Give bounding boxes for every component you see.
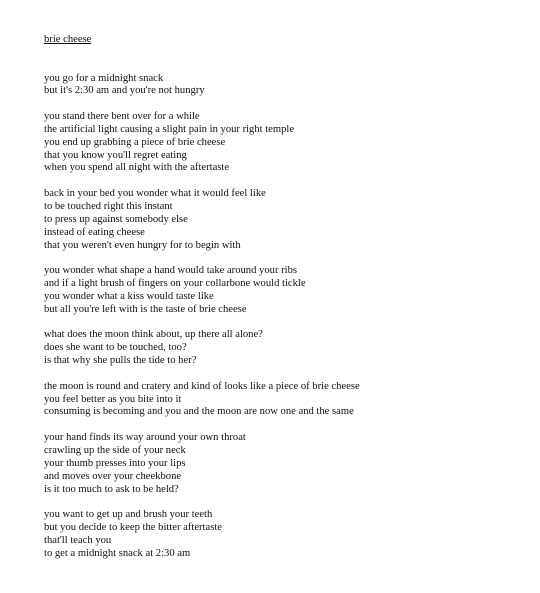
stanza-5: [44, 329, 524, 368]
poem-line: that you know you'll regret eating: [44, 149, 187, 161]
poem-line: to get a midnight snack at 2:30 am: [44, 547, 191, 559]
stanza-4: [44, 265, 524, 316]
poem-line: you wonder what a kiss would taste like: [44, 290, 214, 302]
poem-line: but you decide to keep the bitter aftertaste: [44, 522, 222, 534]
poem-line: your hand finds its way around your own throat: [44, 432, 246, 444]
poem-line: you feel better as you bite into it: [44, 393, 182, 405]
stanza-3: [44, 188, 524, 252]
poem-line: and if a light brush of fingers on your collarbone would tickle: [44, 278, 306, 290]
poem-line: to be touched right this instant: [44, 200, 173, 212]
poem-line: you wonder what shape a hand would take around your ribs: [44, 265, 298, 277]
document-body: [44, 34, 524, 573]
poem-line: that you weren't even hungry for to begin with: [44, 239, 241, 251]
poem-line: you end up grabbing a piece of brie cheese: [44, 136, 226, 148]
poem-line: what does the moon think about, up there all alone?: [44, 329, 263, 341]
poem-line: your thumb presses into your lips: [44, 457, 186, 469]
poem-line: you go for a midnight snack: [44, 72, 164, 84]
poem-line: to press up against somebody else: [44, 213, 188, 225]
poem-line: is it too much to ask to be held?: [44, 483, 179, 495]
stanza-6: [44, 381, 524, 420]
poem-line: you want to get up and brush your teeth: [44, 509, 213, 521]
poem-body: [44, 73, 524, 561]
poem-line: does she want to be touched, too?: [44, 342, 187, 354]
poem-title: brie cheese: [44, 34, 92, 45]
stanza-2: [44, 111, 524, 175]
poem-line: back in your bed you wonder what it would feel like: [44, 188, 266, 200]
poem-line: consuming is becoming and you and the moon are now one and the same: [44, 406, 354, 418]
poem-line: crawling up the side of your neck: [44, 445, 186, 456]
poem-line: but it's 2:30 am and you're not hungry: [44, 85, 205, 97]
poem-line: the artificial light causing a slight pain in your right temple: [44, 123, 295, 135]
poem-line: and moves over your cheekbone: [44, 470, 182, 482]
poem-line: that'll teach you: [44, 534, 112, 546]
poem-line: is that why she pulls the tide to her?: [44, 355, 197, 367]
stanza-8: [44, 509, 524, 560]
stanza-7: [44, 432, 524, 496]
poem-line: but all you're left with is the taste of brie cheese: [44, 303, 247, 315]
poem-line: instead of eating cheese: [44, 226, 145, 238]
poem-line: you stand there bent over for a while: [44, 111, 200, 123]
stanza-1: [44, 73, 524, 99]
poem-line: when you spend all night with the aftertaste: [44, 162, 230, 174]
poem-line: the moon is round and cratery and kind of looks like a piece of brie cheese: [44, 380, 360, 392]
